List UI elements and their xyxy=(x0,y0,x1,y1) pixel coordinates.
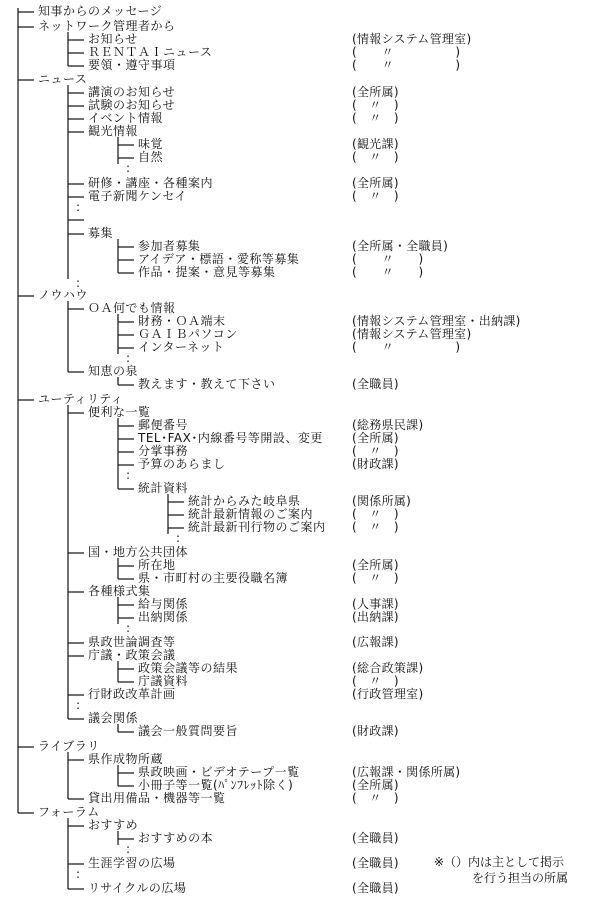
tree-ellipsis: : xyxy=(76,200,81,214)
tree-ellipsis: : xyxy=(126,161,131,175)
tree-item-department: (財政課) xyxy=(352,724,399,738)
tree-item-label: 統計最新情報のご案内 xyxy=(188,507,314,521)
tree-item-label: お知らせ xyxy=(88,32,138,46)
tree-item-label: 県・市町村の主要役職名簿 xyxy=(138,571,289,585)
tree-item-label: 貸出用備品・機器等一覧 xyxy=(88,791,226,805)
tree-item-department: (情報システム管理室) xyxy=(352,327,472,341)
tree-item-label: 庁議資料 xyxy=(138,674,189,688)
tree-item-department: (広報課) xyxy=(352,635,399,649)
tree-item-department: (財政課) xyxy=(352,457,399,471)
tree-ellipsis: : xyxy=(76,698,81,712)
tree-item-label: 議会関係 xyxy=(88,711,139,725)
tree-item-department: ( 〃 ) xyxy=(352,58,461,72)
footnote-line-1: ※（）内は主として掲示 xyxy=(434,855,565,869)
tree-item-label: 便利な一覧 xyxy=(88,405,151,419)
tree-item-label: 統計資料 xyxy=(138,481,189,495)
tree-item-department: (出納課) xyxy=(352,610,399,624)
tree-item-label: 給与関係 xyxy=(138,597,189,611)
tree-item-department: ( 〃 ) xyxy=(352,444,399,458)
tree-item-label: 予算のあらまし xyxy=(138,457,226,471)
tree-item-label: 政策会議等の結果 xyxy=(138,661,239,675)
tree-item-label: 分掌事務 xyxy=(138,444,189,458)
tree-item-label: インターネット xyxy=(138,340,225,354)
tree-item-department: (全所属) xyxy=(352,176,399,190)
tree-ellipsis: : xyxy=(126,621,131,635)
tree-item-label: リサイクルの広場 xyxy=(88,881,187,895)
tree-item-department: (全職員) xyxy=(352,377,399,391)
tree-ellipsis: : xyxy=(126,842,131,856)
tree-ellipsis: : xyxy=(176,531,181,545)
tree-item-label: ＲＥＮＴＡＩニュース xyxy=(88,45,213,59)
tree-item-label: 味覚 xyxy=(138,137,164,151)
tree-item-department: (広報課・関係所属) xyxy=(352,765,461,779)
tree-item-department: (総合政策課) xyxy=(352,661,424,675)
footnote-line-2: を行う担当の所属 xyxy=(472,871,569,885)
tree-item-department: ( 〃 ) xyxy=(352,791,399,805)
tree-item-label: 参加者募集 xyxy=(138,239,201,253)
tree-item-department: ( 〃 ) xyxy=(352,520,399,534)
tree-item-label: おすすめ xyxy=(88,818,139,832)
tree-item-label: 講演のお知らせ xyxy=(88,85,176,99)
tree-item-label: ノウハウ xyxy=(38,288,89,302)
tree-item-label: 募集 xyxy=(88,226,114,240)
tree-item-department: (関係所属) xyxy=(352,494,412,508)
tree-item-label: ＯＡ何でも情報 xyxy=(88,301,176,315)
tree-item-label: アイデア・標語・愛称等募集 xyxy=(138,252,300,266)
tree-item-label: イベント情報 xyxy=(88,111,164,125)
tree-item-label: フォーラム xyxy=(38,805,100,819)
tree-item-label: 庁議・政策会議 xyxy=(88,648,176,662)
tree-ellipsis: : xyxy=(76,867,81,881)
tree-item-label: 生涯学習の広場 xyxy=(88,856,176,870)
tree-item-department: (情報システム管理室・出納課) xyxy=(352,314,521,328)
tree-item-label: 知恵の泉 xyxy=(88,364,139,378)
tree-item-department: (全所属) xyxy=(352,778,399,792)
tree-item-department: ( 〃 ) xyxy=(352,111,399,125)
tree-item-department: (情報システム管理室) xyxy=(352,32,472,46)
tree-item-department: ( 〃 ) xyxy=(352,150,399,164)
tree-item-label: 県政映画・ビデオテープ一覧 xyxy=(138,765,300,779)
tree-item-label: 要領・遵守事項 xyxy=(88,58,176,72)
tree-item-department: ( 〃 ) xyxy=(352,252,424,266)
tree-item-label: 出納関係 xyxy=(138,610,189,624)
tree-item-department: (人事課) xyxy=(352,597,399,611)
tree-item-label: 財務・ＯＡ端末 xyxy=(138,314,226,328)
tree-item-department: (全所属) xyxy=(352,558,399,572)
tree-item-department: (行政管理室) xyxy=(352,687,424,701)
tree-item-department: ( 〃 ) xyxy=(352,189,399,203)
tree-item-label: 作品・提案・意見等募集 xyxy=(138,265,276,279)
tree-item-department: ( 〃 ) xyxy=(352,571,399,585)
tree-item-label: 小冊子等一覧(ﾊﾟﾝﾌﾚｯﾄ除く) xyxy=(138,778,294,792)
tree-item-department: (全所属) xyxy=(352,431,399,445)
tree-item-department: ( 〃 ) xyxy=(352,265,424,279)
tree-item-department: ( 〃 ) xyxy=(352,98,399,112)
footnote xyxy=(434,854,568,886)
tree-item-label: 国・地方公共団体 xyxy=(88,545,189,559)
tree-item-department: (全所属) xyxy=(352,85,399,99)
tree-item-department: ( 〃 ) xyxy=(352,340,461,354)
tree-ellipsis: : xyxy=(126,468,131,482)
tree-item-label: ユーティリティ xyxy=(38,392,124,406)
tree-item-label: 所在地 xyxy=(138,558,176,572)
tree-item-label: おすすめの本 xyxy=(138,831,214,845)
tree-item-department: (観光課) xyxy=(352,137,399,151)
tree-ellipsis: : xyxy=(76,276,81,290)
tree-item-label: 各種様式集 xyxy=(88,584,151,598)
tree-item-label: 郵便番号 xyxy=(138,418,189,432)
tree-item-label: 行財政改革計画 xyxy=(88,687,176,701)
tree-item-label: 電子新聞ケンセイ xyxy=(88,189,188,203)
tree-item-label: 統計最新刊行物のご案内 xyxy=(188,520,326,534)
tree-item-label: 県作成物所蔵 xyxy=(88,752,164,766)
tree-item-label: 研修・講座・各種案内 xyxy=(88,176,214,190)
tree-item-department: (総務県民課) xyxy=(352,418,424,432)
tree-item-label: ライブラリ xyxy=(38,739,100,753)
tree-ellipsis: : xyxy=(126,351,131,365)
tree-item-label: ネットワーク管理者から xyxy=(38,19,176,33)
tree-item-department: (全職員) xyxy=(352,881,399,895)
tree-item-department: (全所属・全職員) xyxy=(352,239,449,253)
tree-item-label: ニュース xyxy=(38,72,88,86)
tree-item-department: (全職員) xyxy=(352,856,399,870)
tree-item-label: 試験のお知らせ xyxy=(88,98,176,112)
tree-item-label: 議会一般質問要旨 xyxy=(138,724,239,738)
tree-item-department: ( 〃 ) xyxy=(352,45,461,59)
tree-item-label: 教えます・教えて下さい xyxy=(138,377,276,391)
tree-item-label: TEL･FAX･内線番号等開設、変更 xyxy=(138,431,323,445)
tree-item-label: ＧＡＩＢパソコン xyxy=(138,327,238,341)
tree-item-department: ( 〃 ) xyxy=(352,507,399,521)
tree-item-department: (全職員) xyxy=(352,831,399,845)
tree-item-department: ( 〃 ) xyxy=(352,674,399,688)
tree-item-label: 自然 xyxy=(138,150,164,164)
tree-item-label: 県政世論調査等 xyxy=(88,635,176,649)
tree-item-label: 知事からのメッセージ xyxy=(38,4,163,18)
tree-item-label: 統計からみた岐阜県 xyxy=(188,494,301,508)
tree-item-label: 観光情報 xyxy=(88,124,139,138)
